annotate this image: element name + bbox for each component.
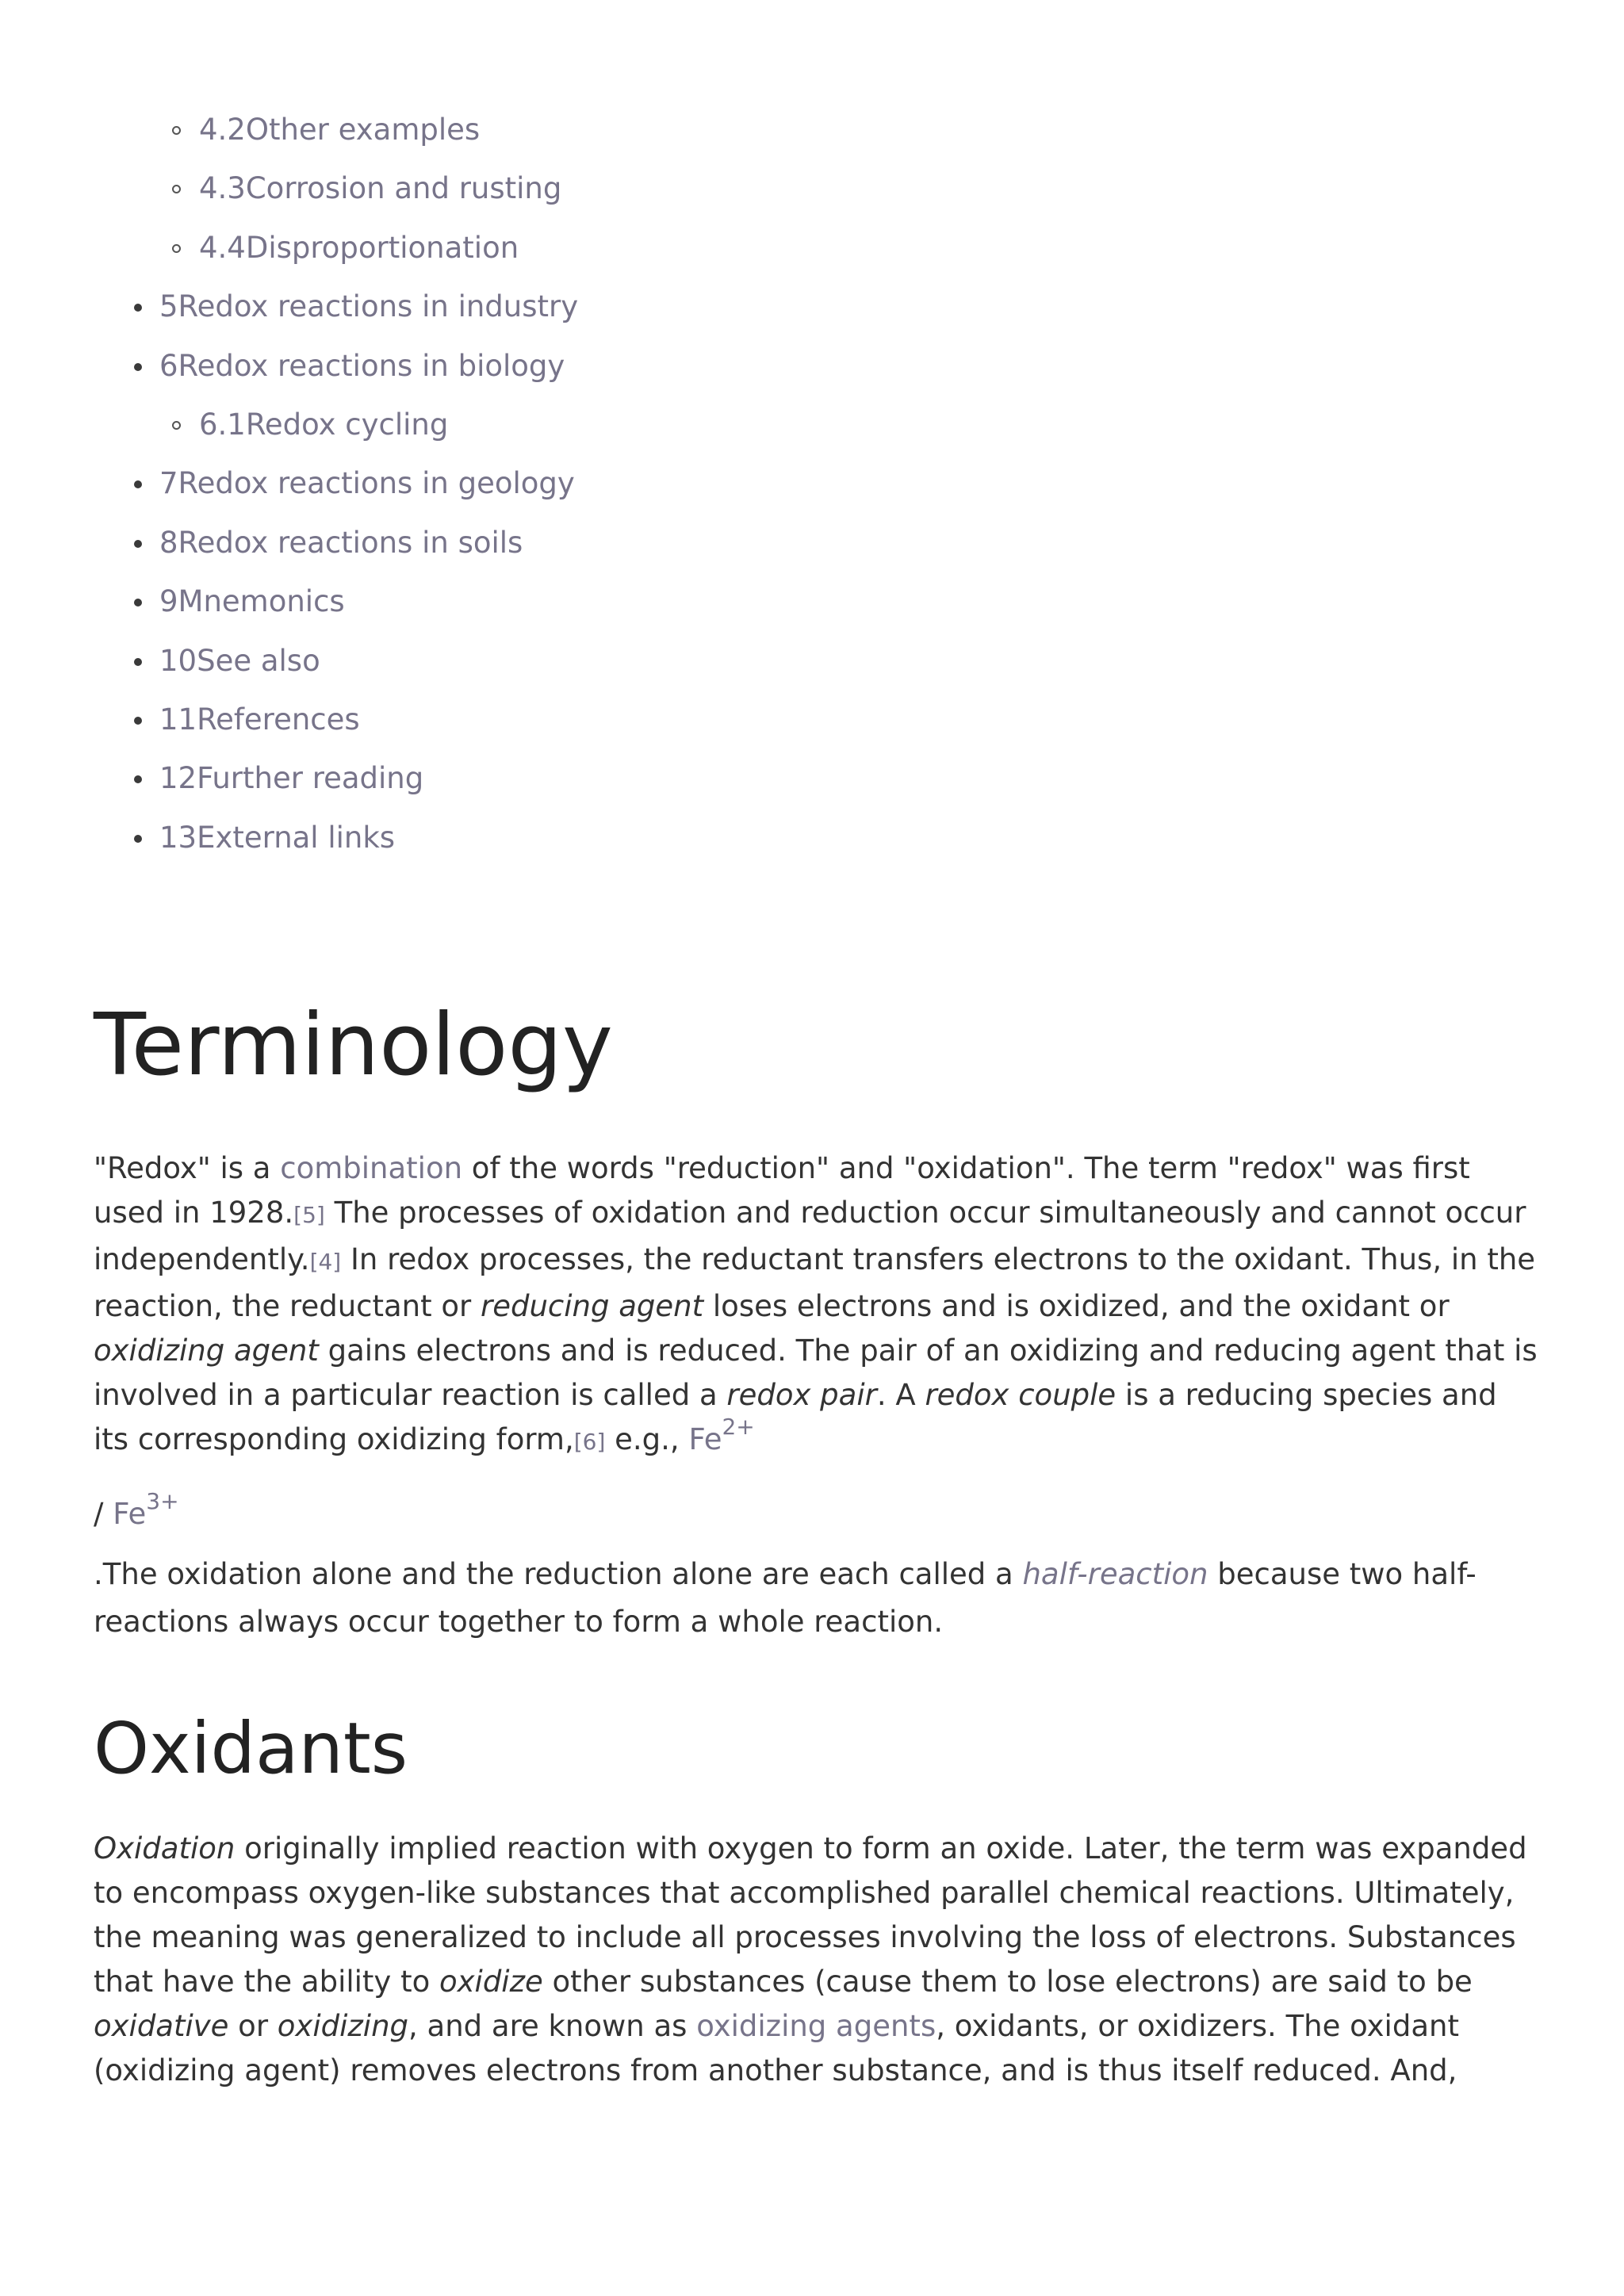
- toc-item-label[interactable]: 4.4Disproportionation: [199, 230, 519, 265]
- toc-item-label[interactable]: 10See also: [159, 643, 320, 678]
- toc-item-8[interactable]: [0, 521, 952, 580]
- toc-item-7[interactable]: [0, 461, 952, 520]
- text: originally implied reaction with oxygen to form an oxide. Later, the term was expanded to encompass oxygen-like substances that accomplished parallel chemical reactions. Ultimately, the meaning was generalized to include all processes involving the loss of electrons. Substances that have the ability to: [94, 1831, 1527, 1999]
- bullet-icon: [134, 540, 142, 548]
- hollow-bullet-icon: [172, 185, 181, 193]
- toc-item-label[interactable]: 5Redox reactions in industry: [159, 289, 579, 324]
- bullet-icon: [134, 363, 142, 371]
- toc-item-11[interactable]: [0, 698, 952, 756]
- fe3-charge[interactable]: 3+: [146, 1487, 179, 1514]
- text: , and are known as: [408, 2009, 697, 2043]
- toc-item-4-2[interactable]: [0, 108, 952, 166]
- bullet-icon: [134, 835, 142, 843]
- fe-symbol[interactable]: Fe: [113, 1497, 147, 1531]
- toc-item-4-4[interactable]: [0, 226, 952, 285]
- bullet-icon: [134, 480, 142, 488]
- slash-separator: /: [94, 1497, 113, 1531]
- term-oxidizing: oxidizing: [277, 2009, 409, 2043]
- hollow-bullet-icon: [172, 244, 181, 253]
- text: is a reducing species and its corresponding oxidizing form,: [94, 1378, 1497, 1456]
- toc-item-13[interactable]: [0, 816, 952, 874]
- terminology-paragraph-1: [94, 1146, 1538, 1464]
- term-oxidative: oxidative: [94, 2009, 229, 2043]
- toc-item-label[interactable]: 12Further reading: [159, 761, 424, 796]
- citation-6[interactable]: [6]: [573, 1429, 606, 1455]
- toc-item-9[interactable]: [0, 580, 952, 638]
- table-of-contents: [0, 108, 952, 874]
- oxidants-paragraph-1: [94, 1827, 1538, 2093]
- toc-item-label[interactable]: 9Mnemonics: [159, 584, 345, 619]
- text: of the words "reduction" and "oxidation". The term "redox" was first used in 1928.: [94, 1151, 1470, 1230]
- fe2-charge[interactable]: 2+: [722, 1413, 755, 1440]
- toc-item-4-3[interactable]: [0, 166, 952, 225]
- text: loses electrons and is oxidized, and the oxidant or: [703, 1289, 1450, 1323]
- text: or: [228, 2009, 278, 2043]
- link-oxidizing-agents[interactable]: oxidizing agents: [696, 2009, 936, 2043]
- link-fe2[interactable]: [688, 1413, 755, 1456]
- fe-symbol[interactable]: Fe: [688, 1422, 722, 1456]
- toc-item-label[interactable]: 11References: [159, 702, 360, 737]
- bullet-icon: [134, 775, 142, 783]
- toc-item-6[interactable]: [0, 344, 952, 403]
- text: The processes of oxidation and reduction occur simultaneously and cannot occur independently.: [94, 1196, 1526, 1276]
- text: e.g.,: [605, 1422, 689, 1456]
- bullet-icon: [134, 599, 142, 607]
- text: In redox processes, the reductant transfers electrons to the oxidant. Thus, in the reaction, the reductant or: [94, 1242, 1536, 1323]
- text: gains electrons and is reduced. The pair of an oxidizing and reducing agent that is involved in a particular reaction is called a: [94, 1334, 1538, 1412]
- text: . A: [876, 1378, 925, 1412]
- hollow-bullet-icon: [172, 421, 181, 430]
- text: other substances (cause them to lose electrons) are said to be: [542, 1965, 1473, 1999]
- toc-item-label[interactable]: 7Redox reactions in geology: [159, 466, 575, 501]
- text: because two half-reactions always occur together to form a whole reaction.: [94, 1557, 1477, 1639]
- toc-item-label[interactable]: 13External links: [159, 820, 396, 855]
- toc-item-6-1[interactable]: [0, 403, 952, 461]
- term-oxidize: oxidize: [439, 1965, 543, 1999]
- bullet-icon: [134, 717, 142, 725]
- term-redox-pair: redox pair: [726, 1378, 877, 1412]
- toc-item-label[interactable]: 4.2Other examples: [199, 113, 481, 147]
- citation-5[interactable]: [5]: [293, 1202, 325, 1228]
- toc-item-label[interactable]: 6.1Redox cycling: [199, 407, 449, 442]
- link-half-reaction[interactable]: half-reaction: [1022, 1557, 1208, 1591]
- terminology-paragraph-3: [94, 1551, 1538, 1646]
- link-fe3[interactable]: [113, 1487, 179, 1531]
- term-reducing-agent: reducing agent: [481, 1289, 704, 1323]
- bullet-icon: [134, 658, 142, 666]
- text: "Redox" is a: [94, 1151, 281, 1185]
- section-heading-terminology: Terminology: [94, 996, 613, 1095]
- term-redox-couple: redox couple: [925, 1378, 1116, 1412]
- text: .The oxidation alone and the reduction alone are each called a: [94, 1557, 1023, 1591]
- toc-item-10[interactable]: [0, 639, 952, 698]
- section-heading-oxidants: Oxidants: [94, 1707, 408, 1789]
- hollow-bullet-icon: [172, 126, 181, 135]
- term-oxidation: Oxidation: [94, 1831, 236, 1866]
- term-oxidizing-agent: oxidizing agent: [94, 1334, 319, 1368]
- toc-item-label[interactable]: 6Redox reactions in biology: [159, 348, 565, 383]
- toc-item-12[interactable]: [0, 756, 952, 815]
- text: , oxidants, or oxidizers. The oxidant (oxidizing agent) removes electrons from another substance, and is thus itself reduced. And,: [94, 2009, 1459, 2087]
- link-combination[interactable]: combination: [280, 1151, 463, 1185]
- toc-item-5[interactable]: [0, 285, 952, 343]
- terminology-paragraph-2: [94, 1487, 1538, 1536]
- toc-item-label[interactable]: 8Redox reactions in soils: [159, 525, 523, 560]
- toc-item-label[interactable]: 4.3Corrosion and rusting: [199, 171, 562, 206]
- citation-4[interactable]: [4]: [309, 1249, 342, 1275]
- bullet-icon: [134, 304, 142, 312]
